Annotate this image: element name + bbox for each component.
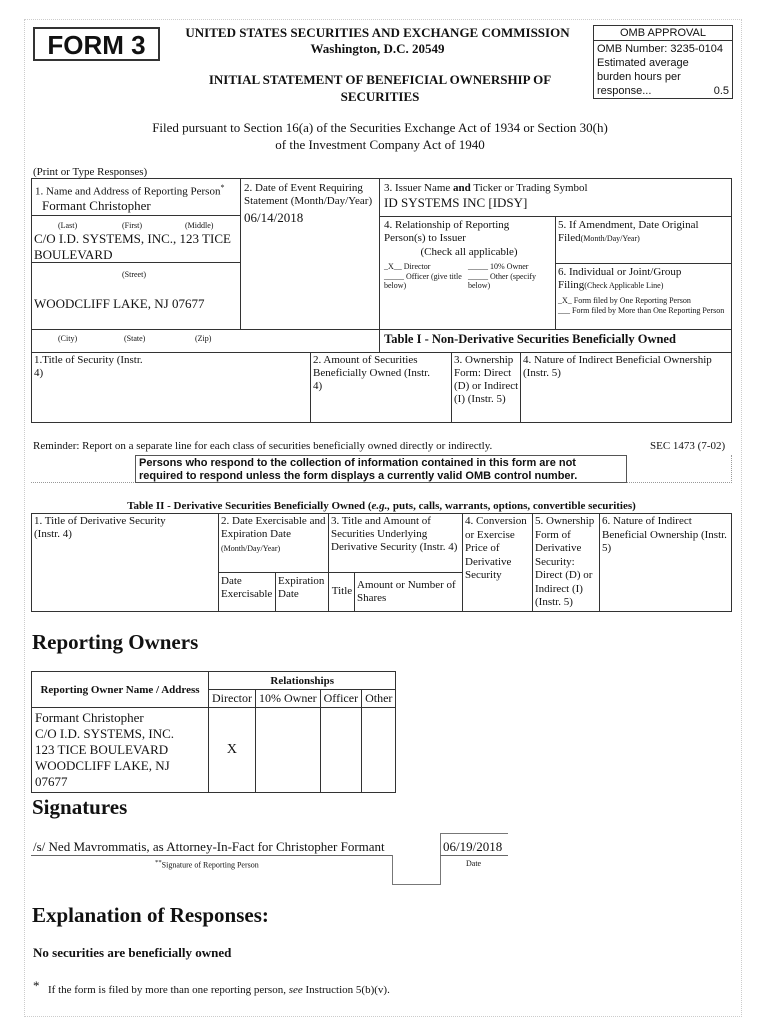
relationship-director: _X__ Director [384, 262, 431, 271]
form-title: FORM 3 [33, 27, 160, 61]
table2-underlying-title: Title [331, 585, 353, 597]
relationship-ten-pct: _____ 10% Owner [468, 262, 529, 271]
date-label: Date [466, 859, 482, 868]
ten-pct-owner-mark [255, 708, 320, 793]
ten-pct-owner-header: 10% Owner [255, 690, 320, 708]
city-state-zip: WOODCLIFF LAKE, NJ 07677 [34, 296, 205, 311]
omb-number: OMB Number: 3235-0104 [597, 43, 723, 55]
table1-title: Table I - Non-Derivative Securities Beneficially Owned [384, 332, 676, 346]
table1-col-amount: 2. Amount of Securities Beneficially Owned (Instr. 4) [313, 354, 430, 392]
relationship-other: _____ Other (specify below) [468, 272, 536, 290]
table2-underlying-amount: Amount or Number of Shares [357, 579, 456, 604]
footnote-text: If the form is filed by more than one reporting person, see Instruction 5(b)(v). [48, 984, 390, 996]
table2-col-conversion: 4. Conversion or Exercise Price of Derivative Security [465, 515, 527, 581]
label-city: (City) [58, 334, 78, 343]
reporting-person-name: Formant Christopher [42, 198, 151, 213]
omb-estimated: Estimated average [597, 57, 689, 69]
signatures-heading: Signatures [32, 795, 128, 819]
table2-col-nature: 6. Nature of Indirect Beneficial Ownership (Instr. 5) [602, 515, 727, 554]
event-date: 06/14/2018 [244, 210, 304, 225]
box1-star: * [220, 183, 225, 192]
issuer-name: ID SYSTEMS INC [IDSY] [384, 195, 528, 210]
other-mark [362, 708, 396, 793]
omb-response-label: response... [597, 85, 652, 97]
filing-option-more: ___ Form filed by More than One Reporting Person [558, 306, 725, 315]
relationship-officer: _____ Officer (give title below) [384, 272, 462, 290]
reporting-owners-table [31, 671, 396, 793]
agency-name: UNITED STATES SECURITIES AND EXCHANGE COMMISSION [185, 25, 570, 40]
owner-name-address: Formant Christopher C/O I.D. SYSTEMS, INC. 123 TICE BOULEVARD WOODCLIFF LAKE, NJ 07677 [32, 708, 209, 793]
statement-title: INITIAL STATEMENT OF BENEFICIAL OWNERSHIP OF SECURITIES [208, 72, 552, 104]
filed-pursuant: Filed pursuant to Section 16(a) of the Securities Exchange Act of 1934 or Section 30(h) of the Investment Company Act of 1940 [152, 120, 608, 152]
signature-label: **Signature of Reporting Person [155, 859, 259, 870]
table1-col-nature: 4. Nature of Indirect Beneficial Ownership (Instr. 5) [523, 354, 712, 379]
label-last: (Last) [58, 221, 78, 230]
officer-mark [320, 708, 361, 793]
table1-col-ownership: 3. Ownership Form: Direct (D) or Indirect (I) (Instr. 5) [454, 354, 519, 405]
box1-label: 1. Name and Address of Reporting Person* [35, 183, 225, 198]
table2-col-ownership: 5. Ownership Form of Derivative Security: Direct (D) or Indirect (I) (Instr. 5) [535, 515, 595, 608]
owner-name-header: Reporting Owner Name / Address [32, 672, 209, 708]
street-address: C/O I.D. SYSTEMS, INC., 123 TICE BOULEVARD [34, 231, 231, 262]
omb-response-value: 0.5 [713, 85, 729, 97]
label-middle: (Middle) [185, 221, 214, 230]
box3-label: 3. Issuer Name and Ticker or Trading Symbol [384, 182, 588, 194]
officer-header: Officer [320, 690, 361, 708]
print-note: (Print or Type Responses) [33, 166, 148, 178]
reminder-text: Reminder: Report on a separate line for each class of securities beneficially owned directly or indirectly. [33, 440, 493, 452]
label-street: (Street) [122, 270, 146, 279]
table2-col-title: 1. Title of Derivative Security (Instr. 4) [34, 515, 166, 540]
box4-check-note: (Check all applicable) [420, 246, 518, 258]
label-state: (State) [124, 334, 146, 343]
label-zip: (Zip) [195, 334, 212, 343]
table2-expiration-date: Expiration Date [278, 575, 325, 600]
table2-col-underlying: 3. Title and Amount of Securities Underlying Derivative Security (Instr. 4) [331, 515, 458, 553]
table2-date-exercisable: Date Exercisable [221, 575, 273, 600]
sec-number: SEC 1473 (7-02) [650, 440, 726, 452]
box6-label: 6. Individual or Joint/Group Filing(Check Applicable Line) [558, 266, 682, 291]
explanation-heading: Explanation of Responses: [32, 903, 269, 927]
table2-col-dates-sub: (Month/Day/Year) [221, 544, 281, 553]
box2-label: 2. Date of Event Requiring Statement (Month/Day/Year) [244, 182, 373, 207]
explanation-note: No securities are beneficially owned [33, 945, 232, 960]
footnote-star: * [33, 978, 40, 993]
reporting-owners-heading: Reporting Owners [32, 630, 199, 654]
table2-col-dates: 2. Date Exercisable and Expiration Date [221, 515, 326, 540]
relationships-header: Relationships [209, 672, 396, 690]
agency-location: Washington, D.C. 20549 [310, 41, 445, 56]
table2-title: Table II - Derivative Securities Beneficially Owned (e.g., puts, calls, warrants, options, convertible securities) [127, 500, 636, 512]
filing-option-one: _X_ Form filed by One Reporting Person [558, 296, 691, 305]
omb-notice: Persons who respond to the collection of information contained in this form are not required to respond unless the form displays a currently valid OMB control number. [135, 455, 627, 483]
table1-col-title: 1.Title of Security (Instr. 4) [34, 354, 143, 379]
label-first: (First) [122, 221, 142, 230]
box5-label: 5. If Amendment, Date Original Filed(Month/Day/Year) [558, 219, 699, 244]
signature-date: 06/19/2018 [443, 839, 503, 854]
omb-burden: burden hours per [597, 71, 681, 83]
director-header: Director [209, 690, 256, 708]
omb-title: OMB APPROVAL [594, 26, 732, 41]
other-header: Other [362, 690, 396, 708]
omb-approval-box [593, 25, 733, 99]
box4-label: 4. Relationship of Reporting Person(s) to Issuer [384, 219, 510, 244]
signature-value: /s/ Ned Mavrommatis, as Attorney-In-Fact for Christopher Formant [33, 839, 385, 854]
director-mark: X [209, 708, 256, 793]
